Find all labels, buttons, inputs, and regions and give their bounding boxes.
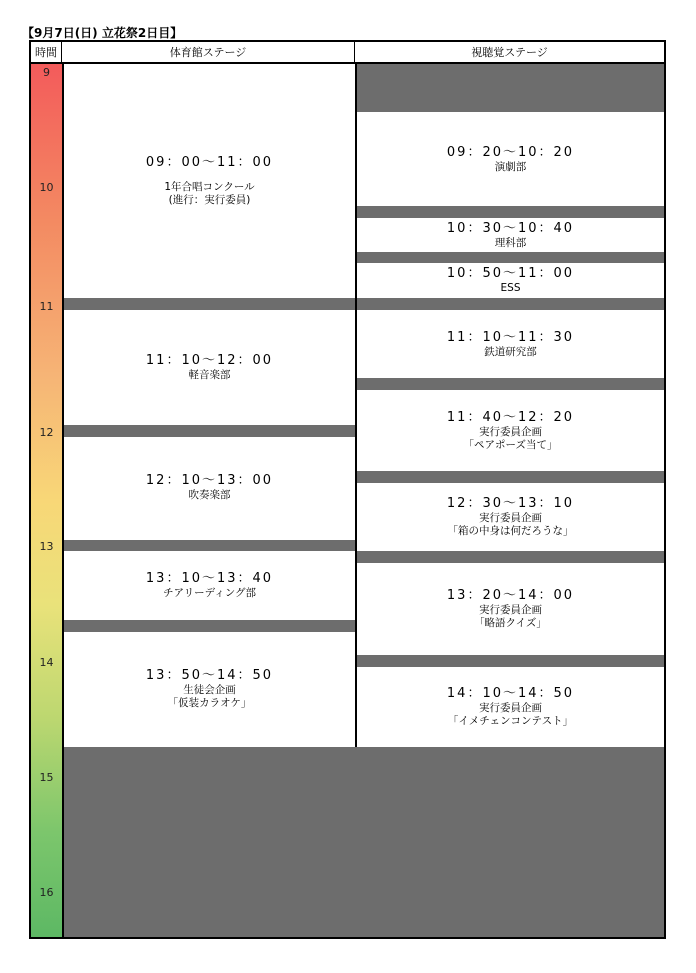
break-block <box>357 252 664 263</box>
break-block <box>64 540 355 551</box>
gym-stage-header: 体育館ステージ <box>62 42 355 62</box>
page-title: 【9月7日(日) 立花祭2日目】 <box>22 26 183 40</box>
break-block <box>357 378 664 390</box>
event-block <box>357 218 664 252</box>
event-block <box>64 632 355 747</box>
event-subtitle: 「箱の中身は何だろうな」 <box>447 525 574 537</box>
break-block <box>357 298 664 310</box>
break-block <box>64 620 355 632</box>
event-time: 10：30〜10：40 <box>446 220 575 236</box>
hour-label-12: 12 <box>39 426 54 439</box>
event-block <box>357 667 664 747</box>
hour-label-16: 16 <box>39 886 54 899</box>
break-block <box>357 655 664 667</box>
event-subtitle: 「略語クイズ」 <box>474 617 547 629</box>
event-name: 実行委員企画 <box>479 425 542 438</box>
hour-label-11: 11 <box>39 300 54 313</box>
event-name: 理科部 <box>494 236 527 249</box>
av-stage-header: 視聴覚ステージ <box>471 46 548 59</box>
event-name: チアリーディング部 <box>162 587 257 599</box>
event-note: (進行：実行委員) <box>168 194 251 206</box>
event-time: 13：20〜14：00 <box>446 588 575 603</box>
event-name: 吹奏楽部 <box>188 489 231 501</box>
break-block <box>64 425 355 437</box>
break-block <box>64 298 355 310</box>
event-block <box>64 437 355 540</box>
event-block <box>357 263 664 298</box>
unused-time-block <box>64 747 664 937</box>
event-name: 1年合唱コンクール <box>164 181 255 193</box>
event-block <box>357 390 664 471</box>
event-time: 11：10〜12：00 <box>145 353 274 368</box>
time-column-header: 時間 <box>31 42 62 62</box>
event-time: 12：10〜13：00 <box>145 473 274 488</box>
event-time: 13：10〜13：40 <box>145 571 274 586</box>
hour-label-10: 10 <box>39 181 54 194</box>
hour-label-9: 9 <box>43 66 50 79</box>
event-name: 生徒会企画 <box>183 684 236 696</box>
event-time: 11：10〜11：30 <box>446 329 575 345</box>
event-name: 軽音楽部 <box>188 369 231 381</box>
break-block <box>357 551 664 563</box>
event-block <box>357 563 664 655</box>
event-name: 実行委員企画 <box>479 512 542 524</box>
event-name: 演劇部 <box>494 160 527 173</box>
event-block <box>64 64 355 298</box>
event-subtitle: 「イメチェンコンテスト」 <box>447 715 574 727</box>
time-gradient-bar <box>31 64 62 937</box>
event-block <box>64 310 355 425</box>
event-name: ESS <box>500 282 521 294</box>
break-block <box>357 64 664 112</box>
hour-label-15: 15 <box>39 771 54 784</box>
event-name: 実行委員企画 <box>479 604 542 616</box>
event-time: 13：50〜14：50 <box>145 668 274 683</box>
event-block <box>64 551 355 620</box>
event-time: 11：40〜12：20 <box>446 409 575 425</box>
event-time: 09：00〜11：00 <box>145 155 274 170</box>
event-block <box>357 112 664 206</box>
event-name: 鉄道研究部 <box>484 345 537 358</box>
event-name: 実行委員企画 <box>479 702 542 714</box>
event-subtitle: 「ペアポーズ当て」 <box>463 438 558 451</box>
event-block <box>357 483 664 551</box>
event-time: 12：30〜13：10 <box>446 496 575 511</box>
break-block <box>357 471 664 483</box>
hour-label-13: 13 <box>39 540 54 553</box>
event-subtitle: 「仮装カラオケ」 <box>167 697 252 709</box>
event-time: 09：20〜10：20 <box>446 144 575 160</box>
event-block <box>357 310 664 378</box>
hour-label-14: 14 <box>39 656 54 669</box>
event-time: 10：50〜11：00 <box>446 266 575 281</box>
event-time: 14：10〜14：50 <box>446 686 575 701</box>
break-block <box>357 206 664 218</box>
